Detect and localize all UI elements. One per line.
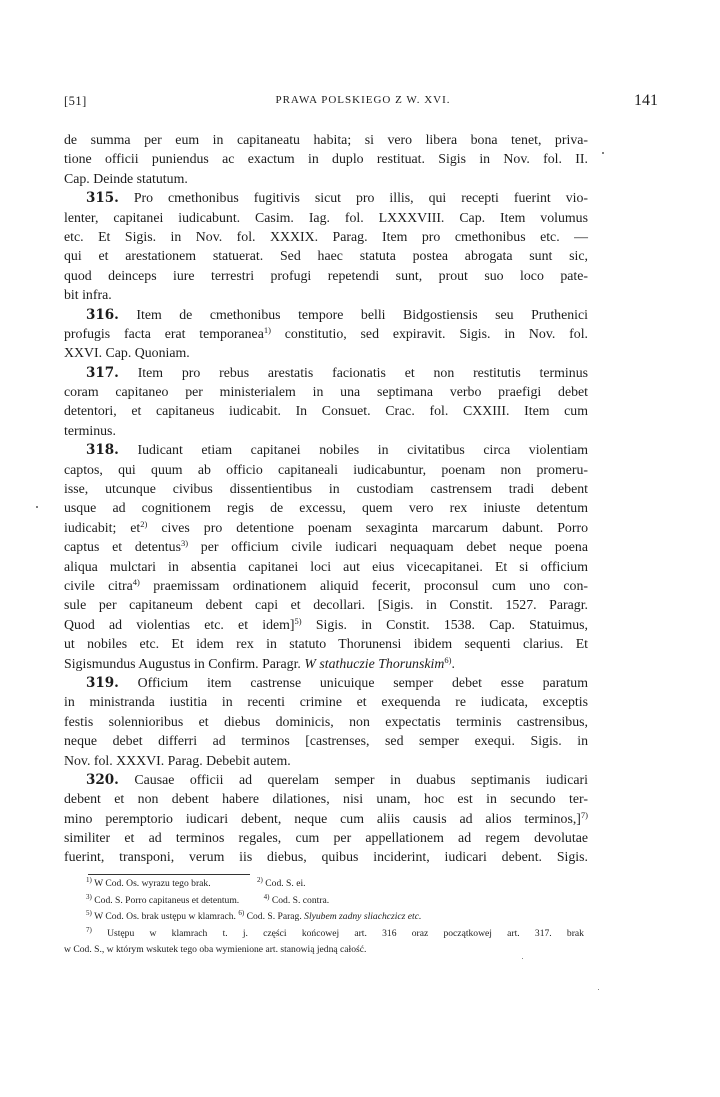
paragraph-318: 318. Iudicant etiam capitanei nobiles in civitatibus circa violentiam (86, 442, 588, 459)
text-line: debent et non debent habere dilationes, nisi unam, hoc est in secundo ter- (64, 791, 588, 807)
footnote-marker: 5) (86, 909, 92, 918)
footnote-ref: 7) (580, 809, 588, 820)
text-line: sule per capitaneum debent capi et decollari. [Sigis. in Constit. 1527. Paragr. (64, 597, 588, 613)
text-line: usque ad cognitionem regis de excessu, quem vero rex iniuste detentum (64, 500, 588, 516)
text-line: mino peremptorio iudicari debent, neque cum aliis causis ad alios terminos,]$^{7)}$ (64, 809, 588, 826)
text-line: Sigismundus Augustus in Confirm. Paragr. W stathuczie Thorunskim$^{6)}$. (64, 654, 455, 671)
footnote-text: Cod. S. ei. (265, 878, 306, 889)
text-line: bit infra. (64, 287, 112, 303)
footnote-text: W Cod. Os. wyrazu tego brak. (94, 878, 211, 889)
article-number: 315. (86, 190, 119, 207)
footnote-ref: 1) (263, 324, 271, 335)
paragraph-319: 319. Officium item castrense unicuique semper debet esse paratum (86, 674, 588, 691)
running-head (64, 92, 662, 112)
footnote-marker: 3) (86, 892, 92, 901)
paragraph-315: 315. Pro cmethonibus fugitivis sicut pro illis, qui recepti fuerint vio- (86, 190, 588, 207)
text-line: Quod ad violentias etc. et idem]$^{5)}$ Sigis. in Constit. 1538. Cap. Statuimus, (64, 615, 588, 632)
article-number: 319. (86, 674, 119, 691)
footnote-line (64, 876, 584, 893)
text-line: festis solennioribus et diebus dominicis, non expectatis terminis castrensibus, (64, 713, 588, 729)
article-number: 316. (86, 306, 119, 323)
paragraph-320: 320. Causae officii ad querelam semper in duabus septimanis iudicari (86, 771, 588, 788)
footnote-ref: 4) (132, 576, 140, 587)
text-line: coram capitaneo per ministerialem in una septimana verbo praefigi debet (64, 384, 588, 400)
footnote-marker: 7) (86, 925, 92, 934)
article-number: 317. (86, 364, 119, 381)
text-line: lenter, capitanei iudicabunt. Casim. Iag. fol. LXXXVIII. Cap. Item volumus (64, 209, 588, 225)
footnote-marker: 1) (86, 876, 92, 884)
text-line: XXVI. Cap. Quoniam. (64, 345, 190, 361)
footnote-text: W Cod. Os. brak ustępu w klamrach. (94, 911, 236, 923)
scan-speck (522, 958, 523, 959)
footnote-text: Cod. S. Porro capitaneus et detentum. (94, 894, 240, 906)
text-line: fuerint, transponi, verum iis diebus, quibus inciderint, iudicari debent. Sigis. (64, 849, 588, 865)
paragraph-317: 317. Item pro rebus arestatis facionatis et non restitutis terminus (86, 364, 588, 381)
text-line: tione officii puniendus ac exactum in duplo restituat. Sigis in Nov. fol. II. (64, 151, 588, 167)
text-line: profugis facta erat temporanea$^{1)}$ constitutio, sed expiravit. Sigis. in Nov. fol. (64, 324, 588, 341)
text-line: etc. Et Sigis. in Nov. fol. XXXIX. Parag. Item pro cmethonibus etc. — (64, 228, 588, 244)
footnote-marker: 4) (263, 892, 270, 901)
text-line: captus et detentus$^{3)}$ per officium civile iudicari nequaquam debet neque poena (64, 538, 588, 555)
text-line: Cap. Deinde statutum. (64, 170, 188, 186)
text-line: qui et arestationem statuerat. Sed haec statuta postea abrogata sunt sic, (64, 248, 588, 264)
footnote-line (64, 942, 584, 959)
scan-speck (602, 152, 604, 154)
footnote-line (64, 926, 584, 943)
text-line: terminus. (64, 422, 116, 438)
section-marker: [51] (64, 94, 87, 108)
footnote-text: Cod. S. Parag. (246, 911, 302, 923)
text-line: similiter et ad terminos regales, cum per appellationem ad regem devolutae (64, 830, 588, 846)
polish-quote: W stathuczie Thorunskim (304, 655, 445, 671)
body-text (64, 130, 588, 867)
text-line: de summa per eum in capitaneatu habita; si vero libera bona tenet, priva- (64, 132, 588, 147)
text-line: captos, qui quum ab officio capitaneali iudicabuntur, poenam non promeru- (64, 461, 588, 477)
article-number: 318. (86, 442, 119, 459)
footnote-ref: 6) (444, 654, 452, 665)
paragraph-316: 316. Item de cmethonibus tempore belli Bidgostiensis seu Pruthenici (86, 306, 588, 323)
scan-speck (36, 506, 38, 508)
text-line: aliqua mulctari in absentia capitanei loci aut eius vicecapitanei. Et si officium (64, 558, 588, 574)
footnote-line (64, 893, 584, 910)
text-line: Nov. fol. XXXVI. Parag. Debebit autem. (64, 752, 291, 768)
text-line: iudicabit; $et^{2)}$ cives pro detentione poenam sexaginta marcarum dabunt. Porro (64, 518, 588, 535)
text-line: in ministranda iustitia in recenti crimine et exequenda re iudicata, exceptis (64, 694, 588, 710)
footnote-text: Ustępu w klamrach t. j. części końcowej art. 316 oraz początkowej art. 317. brak (107, 927, 584, 939)
text-line: isse, utcunque civibus dissentientibus in custodiam castrensem tradi debent (64, 481, 588, 497)
footnote-text: Cod. S. contra. (271, 894, 330, 906)
footnote-ref: 5) (294, 615, 302, 626)
article-number: 320. (86, 771, 119, 788)
page-number: 141 (634, 92, 658, 109)
text-line: ut nobiles etc. Et idem rex in statuto Thorunensi ibidem sequenti clarius. Et (64, 636, 588, 652)
footnote-ref: 3) (180, 538, 189, 549)
running-title: PRAWA POLSKIEGO Z W. XVI. (275, 94, 451, 106)
footnote-line (64, 909, 584, 926)
text-line: neque debet differri ad terminos [castrenses, sed semper exequi. Sigis. in (64, 733, 588, 749)
footnote-quote: Slyubem zadny sliachczicz etc. (304, 911, 422, 923)
scan-speck (598, 989, 599, 990)
footnotes (64, 876, 584, 959)
footnote-marker: 6) (238, 909, 245, 918)
footnote-marker: 2) (257, 876, 263, 884)
text-line: detentori, et capitaneus iudicabit. In Consuet. Crac. fol. CXXIII. Item cum (64, 403, 588, 419)
text-line: quod deinceps iure terrestri profugi repetendi sunt, prout suo loco pate- (64, 267, 588, 283)
footnote-text: w Cod. S., w którym wskutek tego oba wymienione art. stanowią jedną całość. (64, 944, 367, 956)
footnote-divider (88, 874, 250, 875)
text-line: civile citra$^{4)}$ praemissam ordinationem aliquid fecerit, proconsul cum uno con- (64, 576, 588, 593)
footnote-ref: 2) (140, 518, 148, 529)
